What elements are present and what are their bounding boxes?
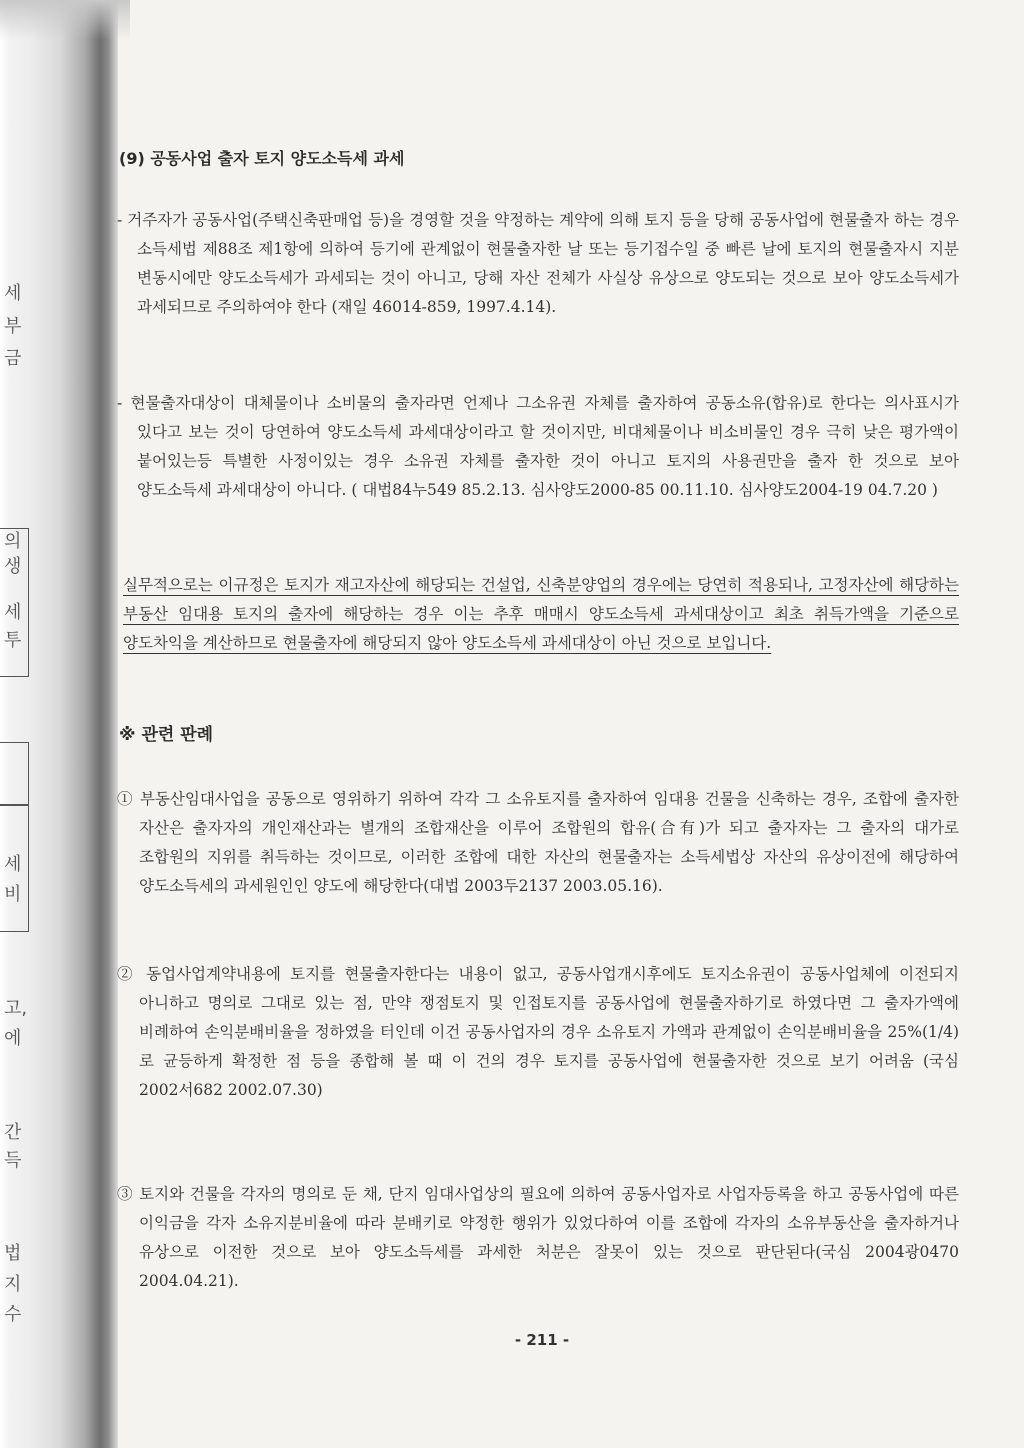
page-number: - 211 -	[514, 1331, 570, 1349]
margin-fragment: 세	[4, 283, 22, 304]
page-content	[117, 0, 967, 1448]
precedents-heading: ※ 관련 판례	[119, 725, 214, 745]
margin-fragment: 간	[4, 1122, 22, 1143]
margin-fragment: 세	[4, 854, 22, 875]
margin-fragment: 세	[4, 602, 22, 623]
margin-fragment: 부	[4, 316, 22, 337]
margin-fragment: 수	[4, 1304, 22, 1325]
precedent-item: ③ 토지와 건물을 각자의 명의로 둔 채, 단지 임대사업상의 필요에 의하여 공동사업자로 사업자등록을 하고 공동사업에 따른 이익금을 각자 소유지분비율에 따라 분배키로 약정한 행위가 있었다하여 이를 조합에 각자의 소유부동산을 출자하거나 유상으로 이전한 것으로 보아 양도소득세를 과세한 처분은 잘못이 있는 것으로 판단된다(국심 2004광0470 2004.04.21).	[117, 1185, 959, 1290]
margin-fragment: 투	[4, 630, 22, 651]
page-gutter	[0, 0, 118, 1448]
margin-fragment: 에	[4, 1028, 22, 1049]
margin-box	[0, 742, 29, 806]
margin-fragment: 비	[4, 884, 22, 905]
margin-fragment: 고,	[4, 998, 28, 1019]
section-heading: (9) 공동사업 출자 토지 양도소득세 과세	[119, 149, 405, 168]
margin-fragment: 생	[4, 556, 22, 577]
paragraph: - 현물출자대상이 대체물이나 소비물의 출자라면 언제나 그소유권 자체를 출자하여 공동소유(합유)로 한다는 의사표시가 있다고 보는 것이 당연하여 양도소득세 과세대상이라고 할 것이지만, 비대체물이나 비소비물인 경우 극히 낮은 평가액이 붙어있는등 특별한 사정이있는 경우 소유권 자체를 출자한 것이 아니고 토지의 사용권만을 출자 한 것으로 보아 양도소득세 과세대상이 아니다. ( 대법84누549 85.2.13. 심사양도2000-85 00.11.10. 심사양도2004-19 04.7.20 )	[117, 394, 959, 499]
margin-fragment: 금	[4, 348, 22, 369]
margin-fragment: 득	[4, 1150, 22, 1171]
margin-fragment: 지	[4, 1274, 22, 1295]
page-gutter-shadow	[0, 0, 130, 40]
margin-fragment: 의	[4, 531, 22, 552]
precedent-item: ① 부동산임대사업을 공동으로 영위하기 위하여 각각 그 소유토지를 출자하여 임대용 건물을 신축하는 경우, 조합에 출자한 자산은 출자자의 개인재산과는 별개의 조합재산을 이루어 조합원의 합유(合有)가 되고 출자자는 그 출자의 대가로 조합원의 지위를 취득하는 것이므로, 이러한 조합에 대한 자산의 현물출자는 소득세법상 자산의 유상이전에 해당하여 양도소득세의 과세원인인 양도에 해당한다(대법 2003두2137 2003.05.16).	[117, 790, 959, 895]
precedent-item: ② 동업사업계약내용에 토지를 현물출자한다는 내용이 없고, 공동사업개시후에도 토지소유권이 공동사업체에 이전되지 아니하고 명의로 그대로 있는 점, 만약 쟁점토지 및 인접토지를 공동사업에 현물출자하기로 하였다면 그 출자가액에 비례하여 손익분배비율을 정하였을 터인데 이건 공동사업자의 경우 소유토지 가액과 관계없이 손익분배비율을 25%(1/4)로 균등하게 확정한 점 등을 종합해 볼 때 이 건의 경우 토지를 공동사업에 현물출자한 것으로 보기 어려움 (국심 2002서682 2002.07.30)	[117, 965, 959, 1099]
margin-fragment: 법	[4, 1243, 22, 1264]
practice-note: 실무적으로는 이규정은 토지가 재고자산에 해당되는 건설업, 신축분양업의 경우에는 당연히 적용되나, 고정자산에 해당하는 부동산 임대용 토지의 출자에 해당하는 경우 이는 추후 매매시 양도소득세 과세대상이고 최초 취득가액을 기준으로 양도차익을 계산하므로 현물출자에 해당되지 않아 양도소득세 과세대상이 아닌 것으로 보입니다.	[123, 576, 959, 652]
paragraph: - 거주자가 공동사업(주택신축판매업 등)을 경영할 것을 약정하는 계약에 의해 토지 등을 당해 공동사업에 현물출자 하는 경우 소득세법 제88조 제1항에 의하여 등기에 관계없이 현물출자한 날 또는 등기접수일 중 빠른 날에 토지의 현물출자시 지분 변동시에만 양도소득세가 과세되는 것이 아니고, 당해 자산 전체가 사실상 유상으로 양도되는 것으로 보아 양도소득세가 과세되므로 주의하여야 한다 (재일 46014-859, 1997.4.14).	[117, 211, 959, 316]
